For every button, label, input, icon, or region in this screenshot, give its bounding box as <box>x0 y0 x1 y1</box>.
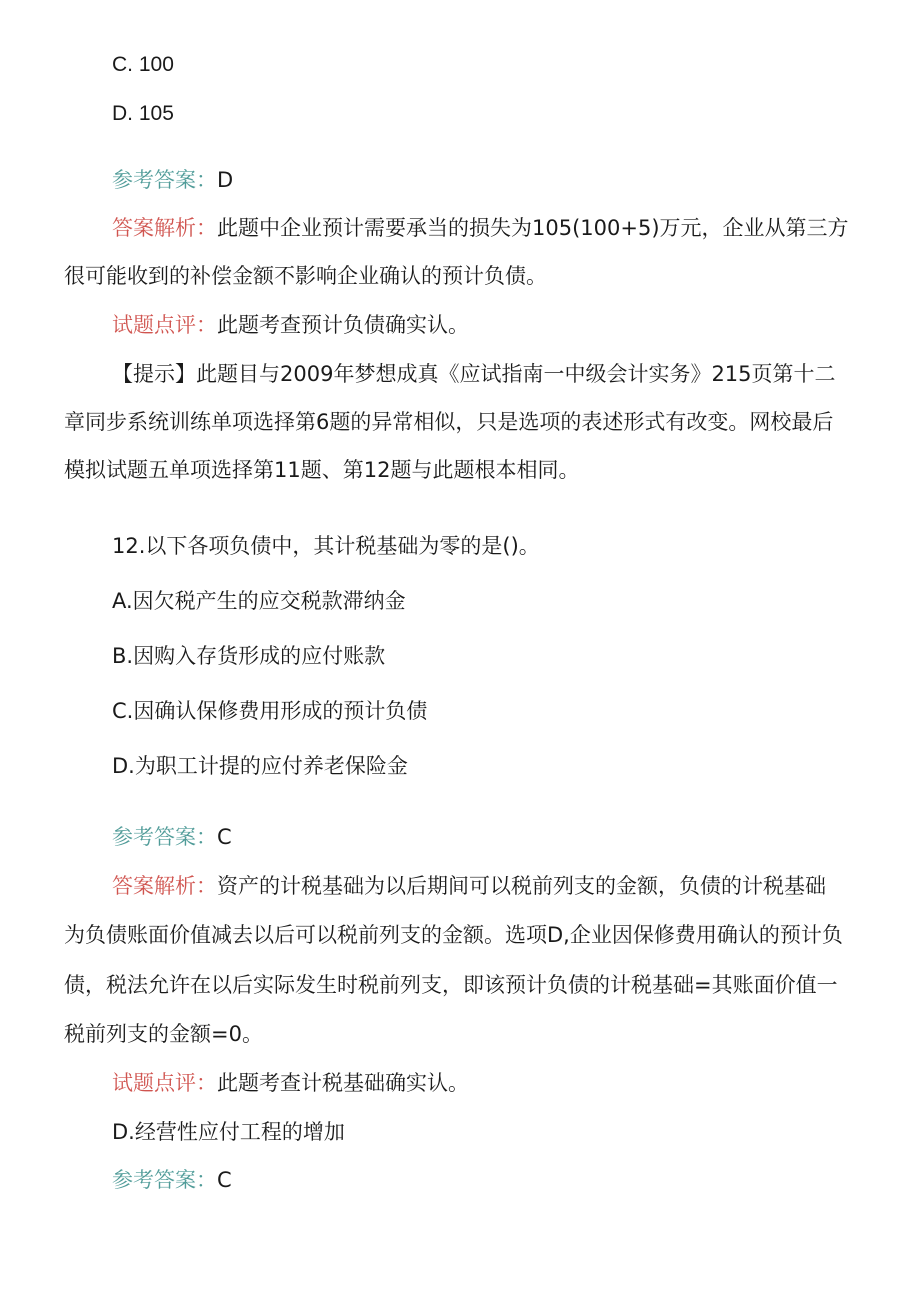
option-c2: C.因确认保修费用形成的预计负债 <box>112 699 428 723</box>
comment-label: 试题点评： <box>112 313 217 337</box>
comment-text-2: 此题考查计税基础确实认。 <box>217 1071 469 1095</box>
question-title: 12.以下各项负债中，其计税基础为零的是()。 <box>112 534 540 558</box>
analysis-label-2: 答案解析： <box>112 874 217 898</box>
extra-option: D.经营性应付工程的增加 <box>112 1120 345 1144</box>
answer-row-3 <box>112 1166 232 1194</box>
analysis-2-line3: 债，税法允许在以后实际发生时税前列支，即该预计负债的计税基础=其账面价值一 <box>64 973 838 997</box>
option-d: D. 105 <box>112 102 174 125</box>
analysis-text-line2: 很可能收到的补偿金额不影响企业确认的预计负债。 <box>64 264 547 288</box>
answer-row <box>112 166 233 194</box>
comment-row-2 <box>112 1069 469 1097</box>
analysis-row <box>112 214 849 242</box>
tip-line1: 【提示】此题目与2009年梦想成真《应试指南一中级会计实务》215页第十二 <box>112 362 836 386</box>
analysis-2-line4: 税前列支的金额=0。 <box>64 1022 263 1046</box>
analysis-row-2 <box>112 872 826 900</box>
comment-text: 此题考查预计负债确实认。 <box>217 313 469 337</box>
answer-label: 参考答案： <box>112 168 217 192</box>
answer-value: D <box>217 168 234 192</box>
analysis-label: 答案解析： <box>112 216 217 240</box>
comment-row <box>112 311 469 339</box>
answer-row-2 <box>112 823 232 851</box>
analysis-2-line2: 为负债账面价值减去以后可以税前列支的金额。选项D,企业因保修费用确认的预计负 <box>64 923 843 947</box>
option-c: C. 100 <box>112 53 174 76</box>
analysis-text-2: 资产的计税基础为以后期间可以税前列支的金额，负债的计税基础 <box>217 874 826 898</box>
tip-line2: 章同步系统训练单项选择第6题的异常相似，只是选项的表述形式有改变。网校最后 <box>64 410 834 434</box>
answer-value-3: C <box>217 1168 232 1192</box>
answer-label-3: 参考答案： <box>112 1168 217 1192</box>
option-a: A.因欠税产生的应交税款滞纳金 <box>112 589 406 613</box>
tip-line3: 模拟试题五单项选择第11题、第12题与此题根本相同。 <box>64 458 580 482</box>
option-b: B.因购入存货形成的应付账款 <box>112 644 386 668</box>
analysis-text: 此题中企业预计需要承当的损失为105(100+5)万元，企业从第三方 <box>217 216 849 240</box>
comment-label-2: 试题点评： <box>112 1071 217 1095</box>
answer-label-2: 参考答案： <box>112 825 217 849</box>
answer-value-2: C <box>217 825 232 849</box>
option-d2: D.为职工计提的应付养老保险金 <box>112 754 408 778</box>
